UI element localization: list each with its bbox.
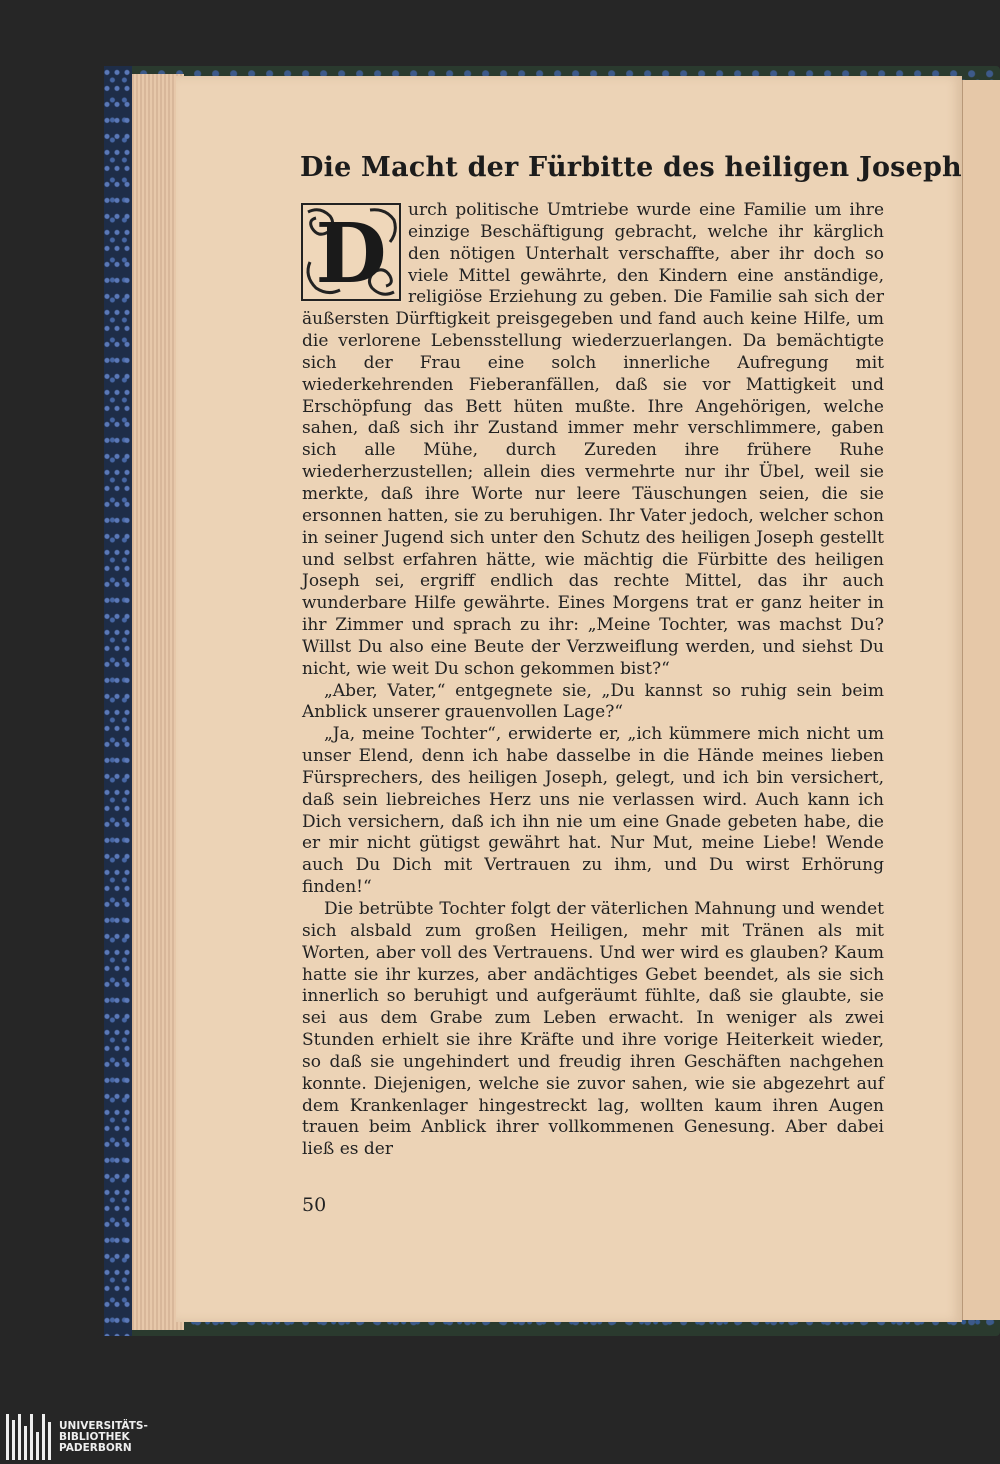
dropcap-letter: D (315, 206, 387, 302)
facing-page-edge (962, 80, 1000, 1320)
body-text (302, 200, 884, 1161)
library-logo (6, 1414, 148, 1460)
paragraph: „Ja, meine Tochter“, erwiderte er, „ich kümmere mich nicht um unser Elend, denn ich habe dasselbe in die Hände meines lieben Fürsprechers, des heiligen Joseph, gelegt, und ich bin versichert, daß sein liebreiches Herz uns nie verlassen wird. Auch kann ich Dich versichern, daß ich ihn nie um eine Gnade gebeten habe, die er mir nicht gütigst gewährt hat. Nur Mut, meine Liebe! Wende auch Du Dich mit Vertrauen zu ihm, und Du wirst Erhörung finden!“ (302, 724, 884, 898)
page-number: 50 (302, 1194, 327, 1216)
dropcap-spacer (302, 200, 408, 308)
chapter-title: Die Macht der Fürbitte des heiligen Joseph (300, 152, 962, 183)
logo-bars-icon (6, 1414, 51, 1460)
paragraph: Die betrübte Tochter folgt der väterlichen Mahnung und wendet sich alsbald zum großen Heiligen, mehr mit Tränen als mit Worten, aber voll des Vertrauens. Und wer wird es glauben? Kaum hatte sie ihr kurzes, aber andächtiges Gebet beendet, als sie sich innerlich so beruhigt und aufgeräumt fühlte, daß sie glaubte, sie sei aus dem Grabe zum Leben erwacht. In weniger als zwei Stunden erhielt sie ihre Kräfte und ihre vorige Heiterkeit wieder, so daß sie ungehindert und freudig ihren Geschäften nachgehen konnte. Diejenigen, welche sie zuvor sahen, wie sie abgezehrt auf dem Krankenlager hingestreckt lag, wollten kaum ihren Augen trauen beim Anblick ihrer vollkommenen Genesung. Aber dabei ließ es der (302, 899, 884, 1160)
marbled-cover-edge (104, 66, 132, 1336)
paragraph: urch politische Umtriebe wurde eine Familie um ihre einzige Beschäftigung gebracht, welche ihr kärglich den nötigen Unterhalt verschaffte, aber ihr doch so viele Mittel gewährte, den Kindern eine anständige, religiöse Erziehung zu geben. Die Familie sah sich der äußersten Dürftigkeit preisgegeben und fand auch keine Hilfe, um die verlorene Lebensstellung wiederzuerlangen. Da bemächtigte sich der Frau eine solch innerliche Aufregung mit wiederkehrenden Fieberanfällen, daß sie vor Mattigkeit und Erschöpfung das Bett hüten mußte. Ihre Angehörigen, welche sahen, daß sich ihr Zustand immer mehr verschlimmere, gaben sich alle Mühe, durch Zureden ihre frühere Ruhe wiederherzustellen; allein dies vermehrte nur ihr Übel, weil sie merkte, daß ihre Worte nur leere Täuschungen seien, die sie ersonnen hatten, sie zu beruhigen. Ihr Vater jedoch, welcher schon in seiner Jugend sich unter den Schutz des heiligen Joseph gestellt und selbst erfahren hätte, wie mächtig die Fürbitte des heiligen Joseph sei, ergriff endlich das rechte Mittel, das ihr auch wunderbare Hilfe gewährte. Eines Morgens trat er ganz heiter in ihr Zimmer und sprach zu ihr: „Meine Tochter, was machst Du? Willst Du also eine Beute der Verzweiflung werden, und siehst Du nicht, wie weit Du schon gekommen bist?“ (302, 200, 884, 679)
paragraph: „Aber, Vater,“ entgegnete sie, „Du kannst so ruhig sein beim Anblick unserer grauenvollen Lage?“ (302, 680, 884, 723)
logo-text: UNIVERSITÄTS- BIBLIOTHEK PADERBORN (59, 1419, 148, 1454)
